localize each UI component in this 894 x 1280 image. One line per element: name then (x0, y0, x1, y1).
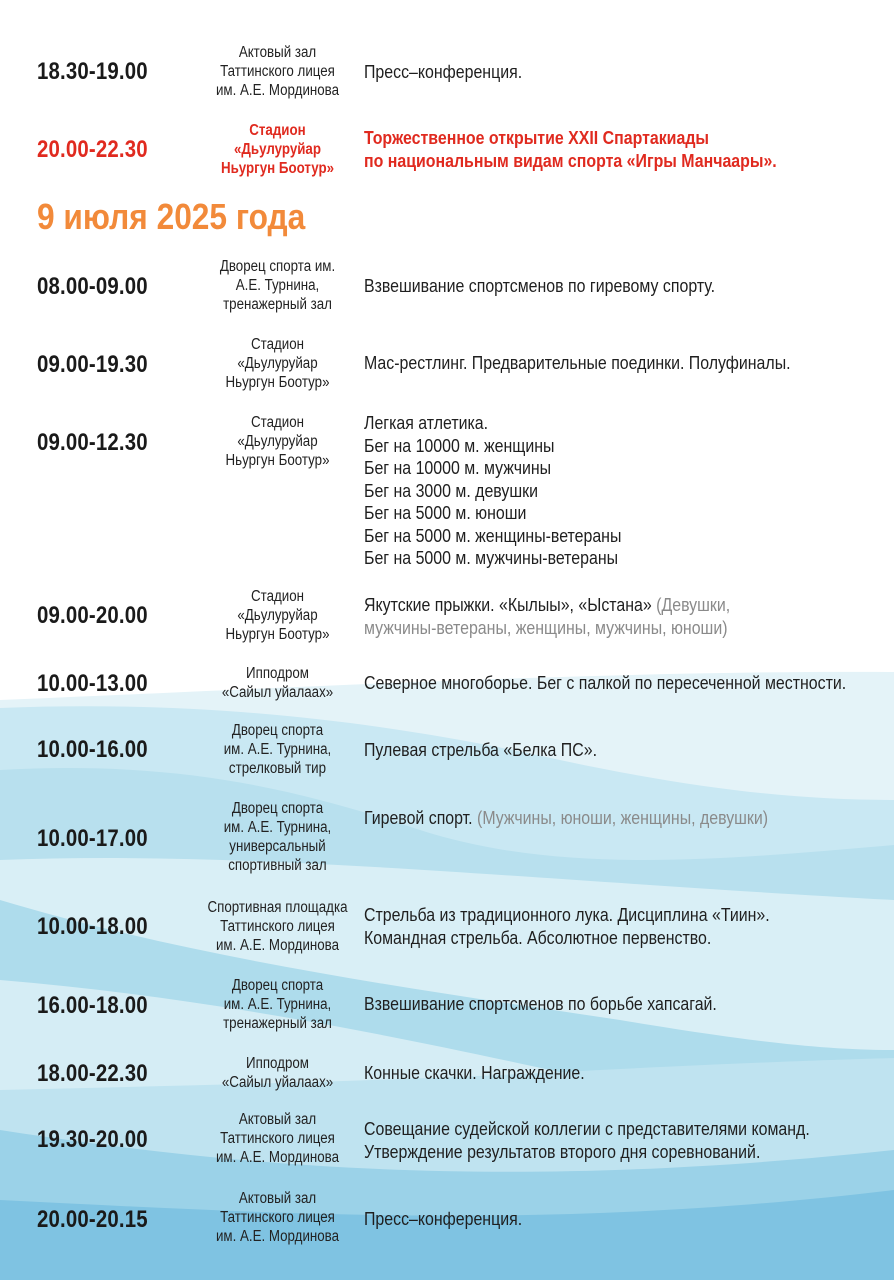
schedule-row (0, 40, 894, 104)
row-venue: Стадион «Дьулуруйар Ньургун Боотур» (225, 414, 330, 469)
row-event: Мас-рестлинг. Предварительные поединки. Полуфиналы. (364, 352, 791, 373)
schedule-row (0, 720, 894, 782)
row-time: 10.00-17.00 (37, 825, 148, 852)
schedule-row (0, 333, 894, 395)
event-note: (Мужчины, юноши, женщины, девушки) (477, 807, 769, 828)
row-event: Северное многоборье. Бег с палкой по пересеченной местности. (364, 672, 847, 693)
row-event: Легкая атлетика. Бег на 10000 м. женщины Бег на 10000 м. мужчины Бег на 3000 м. девушки Бег на 5000 м. юноши Бег на 5000 м. женщины-ветераны Бег на 5000 м. мужчины-ветераны (364, 412, 622, 568)
row-time: 08.00-09.00 (37, 273, 148, 300)
row-time: 10.00-18.00 (37, 913, 148, 940)
schedule-row (0, 255, 894, 317)
row-time: 09.00-12.30 (37, 429, 148, 456)
row-venue: Актовый зал Таттинского лицея им. А.Е. Мординова (215, 1111, 340, 1166)
schedule-row (0, 1052, 894, 1096)
row-venue: Дворец спорта им. А.Е. Турнина, стрелковый тир (223, 722, 332, 777)
row-time: 20.00-20.15 (37, 1206, 148, 1233)
schedule-row-highlight (0, 118, 894, 182)
row-time: 16.00-18.00 (37, 992, 148, 1019)
row-event: Гиревой спорт. (Мужчины, юноши, женщины, девушки) (364, 807, 769, 828)
row-venue: Актовый зал Таттинского лицея им. А.Е. Мординова (215, 1190, 340, 1245)
row-event: Стрельба из традиционного лука. Дисциплина «Тиин». Командная стрельба. Абсолютное первенство. (364, 904, 770, 948)
schedule-row (0, 1109, 894, 1171)
row-event: Совещание судейской коллегии с представителями команд. Утверждение результатов второго дня соревнований. (364, 1118, 810, 1162)
row-venue: Дворец спорта им. А.Е. Турнина, универсальный спортивный зал (223, 800, 332, 874)
row-event: Пресс–конференция. (364, 1208, 523, 1229)
row-venue: Стадион «Дьулуруйар Ньургун Боотур» (225, 336, 330, 391)
schedule-row (0, 662, 894, 706)
row-time: 10.00-16.00 (37, 736, 148, 763)
row-event: Взвешивание спортсменов по гиревому спорту. (364, 275, 716, 296)
row-time: 09.00-20.00 (37, 602, 148, 629)
row-event: Якутские прыжки. «Кылыы», «Ыстана» (Девушки, мужчины-ветераны, женщины, мужчины, юноши) (364, 594, 863, 639)
row-venue: Ипподром «Сайыл уйалаах» (221, 665, 334, 701)
row-time: 19.30-20.00 (37, 1126, 148, 1153)
row-venue: Ипподром «Сайыл уйалаах» (221, 1055, 334, 1091)
row-event: Взвешивание спортсменов по борьбе хапсагай. (364, 993, 717, 1014)
row-time: 10.00-13.00 (37, 670, 148, 697)
schedule-row (0, 897, 894, 959)
schedule-row (0, 1188, 894, 1250)
row-time: 09.00-19.30 (37, 351, 148, 378)
row-time: 18.00-22.30 (37, 1060, 148, 1087)
row-venue: Дворец спорта им. А.Е. Турнина, тренажерный зал (223, 977, 332, 1032)
date-heading: 9 июля 2025 года (37, 196, 306, 237)
row-event: Торжественное открытие XXII Спартакиады по национальным видам спорта «Игры Манчаары». (364, 127, 777, 171)
schedule-row (0, 412, 894, 572)
event-note: мужчины-ветераны, женщины, мужчины, юноши) (364, 616, 728, 638)
row-event: Конные скачки. Награждение. (364, 1062, 585, 1083)
event-note: (Девушки, (656, 594, 731, 615)
row-time: 20.00-22.30 (37, 136, 148, 163)
schedule-row (0, 585, 894, 647)
row-venue: Дворец спорта им. А.Е. Турнина, тренажерный зал (219, 258, 336, 313)
row-venue: Актовый зал Таттинского лицея им. А.Е. Мординова (215, 44, 340, 99)
row-event: Пулевая стрельба «Белка ПС». (364, 739, 598, 760)
row-venue: Стадион «Дьулуруйар Ньургун Боотур» (225, 588, 330, 643)
row-venue: Спортивная площадка Таттинского лицея им. А.Е. Мординова (207, 899, 348, 954)
row-venue: Стадион «Дьулуруйар Ньургун Боотур» (220, 122, 335, 177)
row-time: 18.30-19.00 (37, 58, 148, 85)
schedule-row (0, 975, 894, 1037)
row-event: Пресс–конференция. (364, 61, 523, 82)
schedule-row (0, 798, 894, 878)
